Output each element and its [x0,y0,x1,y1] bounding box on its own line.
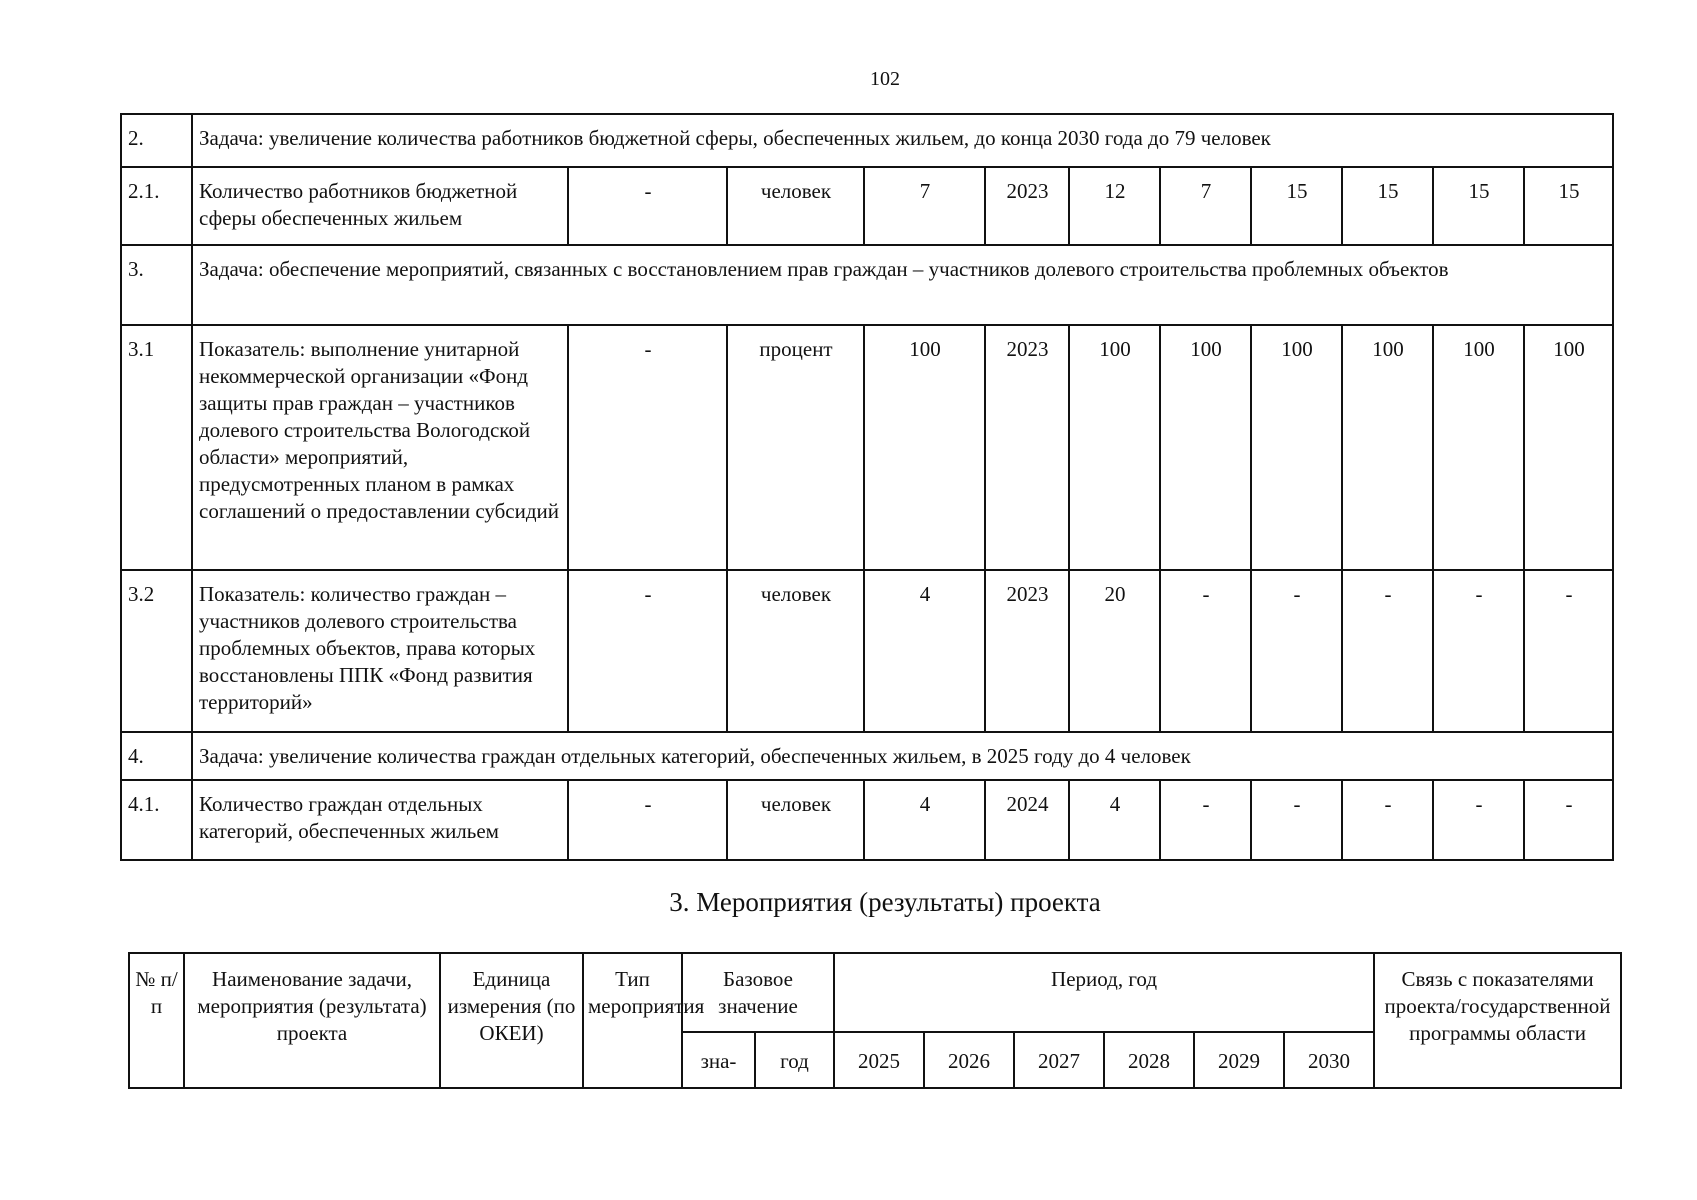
period-value: 100 [1342,325,1433,570]
indicator-row [121,780,1613,860]
row-number: 3.2 [121,570,192,732]
page-number: 102 [870,68,900,90]
header-base-value: зна- [682,1032,755,1088]
period-value: 7 [1160,167,1251,245]
header-year: 2029 [1194,1032,1284,1088]
header-year: 2030 [1284,1032,1374,1088]
period-value: - [1524,570,1613,732]
row-number: 3. [121,245,192,325]
period-value: - [1342,780,1433,860]
indicator-level: - [568,167,727,245]
task-row [121,114,1613,167]
header-year: 2028 [1104,1032,1194,1088]
period-value: 100 [1433,325,1524,570]
period-value: - [1342,570,1433,732]
base-value: 100 [864,325,985,570]
indicator-name: Показатель: количество граждан – участников долевого строительства проблемных объектов, права которых восстановлены ППК «Фонд развития территорий» [192,570,568,732]
indicator-level: - [568,570,727,732]
header-name: Наименование задачи, мероприятия (результата) проекта [184,953,440,1088]
header-type: Тип мероприятия [583,953,682,1088]
indicator-name: Количество граждан отдельных категорий, обеспеченных жильем [192,780,568,860]
indicator-row [121,325,1613,570]
period-value: 15 [1251,167,1342,245]
base-year: 2024 [985,780,1069,860]
period-value: - [1433,780,1524,860]
row-number: 2. [121,114,192,167]
base-year: 2023 [985,167,1069,245]
task-text: Задача: увеличение количества граждан отдельных категорий, обеспеченных жильем, в 2025 году до 4 человек [192,732,1613,780]
base-value: 4 [864,570,985,732]
period-value: 100 [1251,325,1342,570]
indicator-name: Количество работников бюджетной сферы обеспеченных жильем [192,167,568,245]
header-period: Период, год [834,953,1374,1032]
period-value: 100 [1069,325,1160,570]
row-number: 3.1 [121,325,192,570]
period-value: 15 [1342,167,1433,245]
period-value: 15 [1433,167,1524,245]
indicators-table [120,113,1614,861]
base-value: 4 [864,780,985,860]
indicator-level: - [568,325,727,570]
section-heading: 3. Мероприятия (результаты) проекта [669,887,1101,917]
header-base: Базовое значение [682,953,834,1032]
indicator-name: Показатель: выполнение унитарной некоммерческой организации «Фонд защиты прав граждан – участников долевого строительства Вологодской области» мероприятий, предусмотренных планом в рамках соглашений о предоставлении субсидий [192,325,568,570]
indicator-row [121,167,1613,245]
period-value: - [1251,780,1342,860]
indicator-unit: человек [727,780,864,860]
period-value: 4 [1069,780,1160,860]
period-value: - [1251,570,1342,732]
header-base-year: год [755,1032,834,1088]
row-number: 2.1. [121,167,192,245]
indicator-unit: человек [727,570,864,732]
period-value: 12 [1069,167,1160,245]
indicator-unit: человек [727,167,864,245]
header-num: № п/п [129,953,184,1088]
period-value: - [1160,570,1251,732]
header-year: 2026 [924,1032,1014,1088]
indicator-row [121,570,1613,732]
period-value: - [1433,570,1524,732]
indicator-unit: процент [727,325,864,570]
period-value: 15 [1524,167,1613,245]
period-value: 20 [1069,570,1160,732]
task-row [121,245,1613,325]
period-value: 100 [1524,325,1613,570]
row-number: 4.1. [121,780,192,860]
activities-table-header [128,952,1622,1089]
row-number: 4. [121,732,192,780]
header-year: 2025 [834,1032,924,1088]
period-value: - [1524,780,1613,860]
header-year: 2027 [1014,1032,1104,1088]
task-text: Задача: обеспечение мероприятий, связанных с восстановлением прав граждан – участников долевого строительства проблемных объектов [192,245,1613,325]
period-value: - [1160,780,1251,860]
task-text: Задача: увеличение количества работников бюджетной сферы, обеспеченных жильем, до конца 2030 года до 79 человек [192,114,1613,167]
task-row [121,732,1613,780]
indicator-level: - [568,780,727,860]
base-year: 2023 [985,570,1069,732]
period-value: 100 [1160,325,1251,570]
header-link: Связь с показателями проекта/государственной программы области [1374,953,1621,1088]
base-value: 7 [864,167,985,245]
header-unit: Единица измерения (по ОКЕИ) [440,953,583,1088]
base-year: 2023 [985,325,1069,570]
